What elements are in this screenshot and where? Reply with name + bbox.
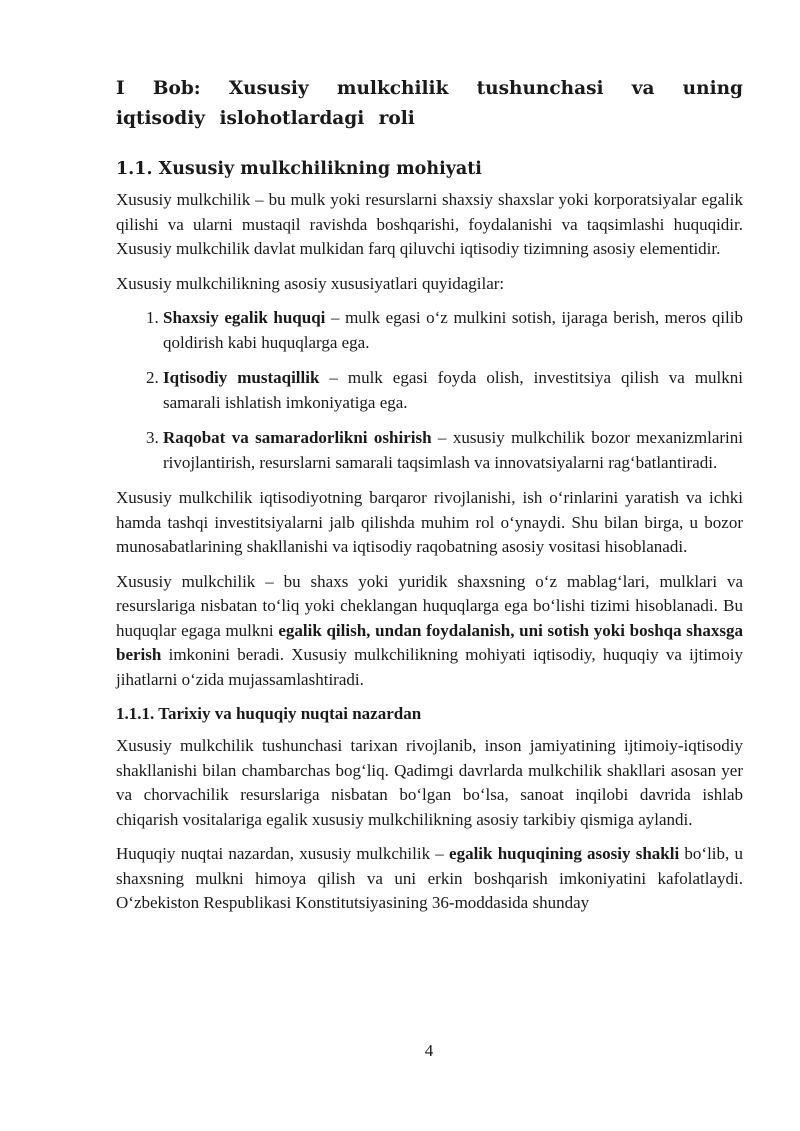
- list-item: [163, 426, 743, 475]
- feature-term: Iqtisodiy mustaqillik: [163, 368, 320, 387]
- subsection-title: 1.1.1. Tarixiy va huquqiy nuqtai nazardan: [116, 704, 422, 723]
- page-number: 4: [424, 1041, 434, 1060]
- feature-term: Raqobat va samaradorlikni oshirish: [163, 428, 432, 447]
- paragraph-text: Xususiy mulkchilik – bu shaxs yoki yuridik shaxsning o‘z mablag‘lari, mulklari va resurslariga nisbatan to‘liq yoki cheklangan huquqlarga ega bo‘lishi tizimi hisoblanadi. Bu huquqlar egaga mulkni: [116, 571, 743, 640]
- document-page: [116, 74, 743, 926]
- feature-description: – mulk egasi foyda olish, investitsiya qilish va mulkni samarali ishlatish imkoniyatiga ega.: [163, 368, 743, 412]
- paragraph-legal: [116, 842, 743, 916]
- emphasis-text: egalik qilish, undan foydalanish, uni sotish yoki boshqa shaxsga berish: [116, 620, 743, 664]
- feature-description: – xususiy mulkchilik bozor mexanizmlarini rivojlantirish, resurslarni samarali taqsimlash va innovatsiyalarni rag‘batlantiradi.: [163, 428, 743, 472]
- paragraph-definition: Xususiy mulkchilik – bu mulk yoki resurslarni shaxsiy shaxslar yoki korporatsiyalar egalik qilishi va ularni mustaqil ravishda boshqarishi, foydalanishi va taqsimlashi huquqidir. Xususiy mulkchilik davlat mulkidan farq qiluvchi iqtisodiy tizimning asosiy elementidir.: [116, 190, 743, 258]
- feature-term: Shaxsiy egalik huquqi: [163, 308, 326, 327]
- paragraph-essence: [116, 570, 743, 693]
- list-item: [163, 366, 743, 415]
- feature-description: – mulk egasi o‘z mulkini sotish, ijaraga berish, meros qilib qoldirish kabi huquqlarga ega.: [163, 308, 743, 352]
- list-item: [163, 306, 743, 355]
- paragraph-text: bo‘lib, u shaxsning mulkni himoya qilish va uni erkin boshqarish imkoniyatini kafolatlaydi. O‘zbekiston Respublikasi Konstitutsiyasining 36-moddasida shunday: [116, 844, 744, 912]
- paragraph-text: imkonini beradi. Xususiy mulkchilikning mohiyati iqtisodiy, huquqiy va ijtimoiy jihatlarni o‘zida mujassamlashtiradi.: [116, 645, 743, 689]
- paragraph-features-intro: Xususiy mulkchilikning asosiy xususiyatlari quyidagilar:: [116, 273, 505, 293]
- emphasis-text: egalik huquqining asosiy shakli: [449, 844, 680, 863]
- features-list: [116, 306, 743, 475]
- paragraph-text: Huquqiy nuqtai nazardan, xususiy mulkchilik –: [116, 844, 450, 863]
- section-title: 1.1. Xususiy mulkchilikning mohiyati: [116, 159, 482, 179]
- chapter-title: I Bob: Xususiy mulkchilik tushunchasi va uning iqtisodiy islohotlardagi roli: [116, 78, 743, 129]
- paragraph-history: Xususiy mulkchilik tushunchasi tarixan rivojlanib, inson jamiyatining ijtimoiy-iqtisodiy shakllanishi bilan chambarchas bog‘liq. Qadimgi davrlarda mulkchilik shakllari asosan yer va chorvachilik resurslariga nisbatan bo‘lgan bo‘lsa, sanoat inqilobi davrida ishlab chiqarish vositalariga egalik xususiy mulkchilikning asosiy tarkibiy qismiga aylandi.: [116, 736, 743, 829]
- paragraph-role: Xususiy mulkchilik iqtisodiyotning barqaror rivojlanishi, ish o‘rinlarini yaratish va ichki hamda tashqi investitsiyalarni jalb qilishda muhim rol o‘ynaydi. Shu bilan birga, u bozor munosabatlarining shakllanishi va iqtisodiy raqobatning asosiy vositasi hisoblanadi.: [116, 488, 743, 556]
